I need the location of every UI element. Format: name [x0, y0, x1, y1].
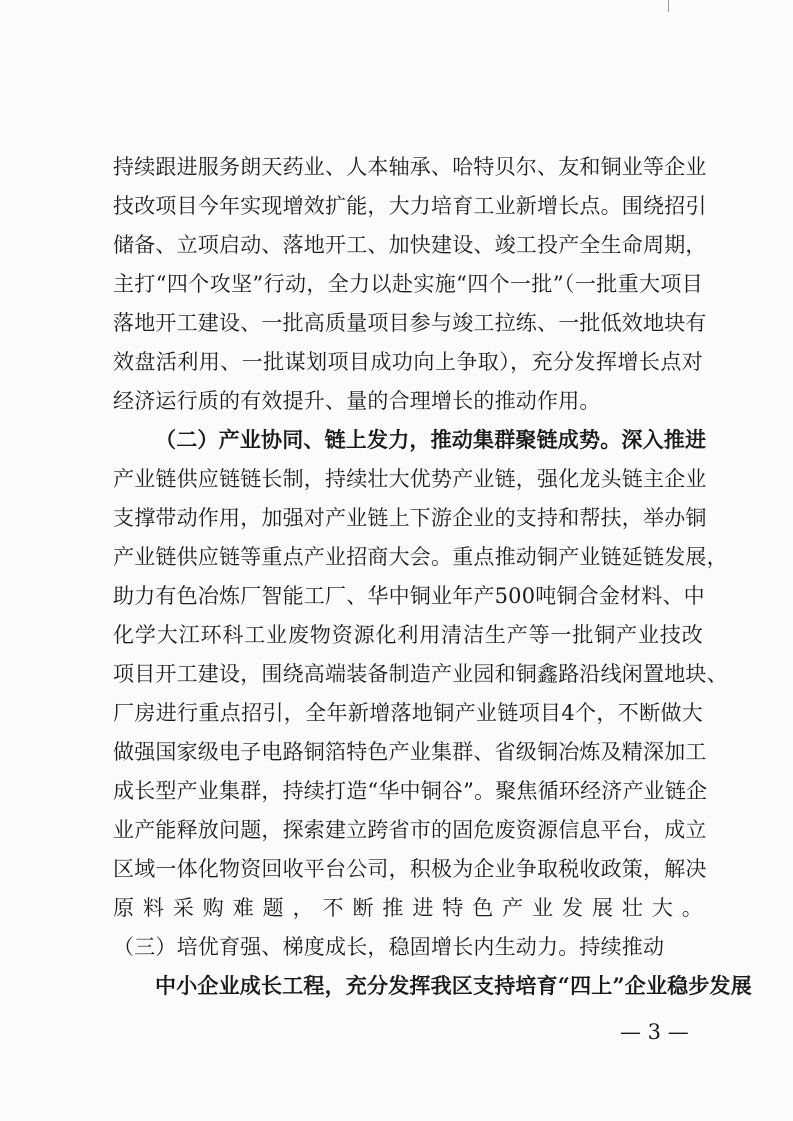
page-number: — 3 — — [620, 1020, 689, 1044]
body-line: 化学大江环科工业废物资源化利用清洁生产等一批铜产业技改 — [113, 623, 703, 647]
body-line: 技改项目今年实现增效扩能，大力培育工业新增长点。围绕招引 — [113, 194, 707, 218]
section-heading: 中小企业成长工程，充分发挥我区支持培育“四上”企业稳步发展 — [155, 973, 752, 998]
body-line: 成长型产业集群，持续打造“华中铜谷”。聚焦循环经济产业链企 — [113, 779, 708, 803]
edge-mark — [668, 0, 669, 12]
body-line: 落地开工建设、一批高质量项目参与竣工拉练、一批低效地块有 — [113, 311, 707, 335]
body-line: 原料采购难题，不断推进特色产业发展壮大。 — [113, 896, 703, 920]
body-line: 区域一体化物资回收平台公司，积极为企业争取税收政策，解决 — [113, 857, 707, 881]
body-line: 产业链供应链等重点产业招商大会。重点推动铜产业链延链发展， — [113, 545, 728, 569]
body-line: 厂房进行重点招引，全年新增落地铜产业链项目4个，不断做大 — [113, 701, 703, 725]
body-line: 储备、立项启动、落地开工、加快建设、竣工投产全生命周期， — [113, 233, 707, 257]
body-line: （三）培优育强、梯度成长，稳固增长内生动力。持续推动 — [113, 935, 665, 959]
body-line: 助力有色冶炼厂智能工厂、华中铜业年产500吨铜合金材料、中 — [113, 584, 705, 608]
body-line: 项目开工建设，围绕高端装备制造产业园和铜鑫路沿线闲置地块、 — [113, 662, 728, 686]
body-line: 持续跟进服务朗天药业、人本轴承、哈特贝尔、友和铜业等企业 — [113, 155, 707, 179]
body-line: 做强国家级电子电路铜箔特色产业集群、省级铜冶炼及精深加工 — [113, 740, 707, 764]
body-line: 支撑带动作用，加强对产业链上下游企业的支持和帮扶，举办铜 — [113, 506, 707, 530]
section-heading: （二）产业协同、链上发力，推动集群聚链成势。深入推进 — [155, 427, 707, 452]
body-line: 主打“四个攻坚”行动，全力以赴实施“四个一批”（一批重大项目 — [113, 272, 703, 296]
body-line: 效盘活利用、一批谋划项目成功向上争取），充分发挥增长点对 — [113, 350, 703, 374]
body-line: 业产能释放问题，探索建立跨省市的固危废资源信息平台，成立 — [113, 818, 707, 842]
body-line: 经济运行质的有效提升、量的合理增长的推动作用。 — [113, 389, 601, 413]
body-line: 产业链供应链链长制，持续壮大优势产业链，强化龙头链主企业 — [113, 467, 707, 491]
